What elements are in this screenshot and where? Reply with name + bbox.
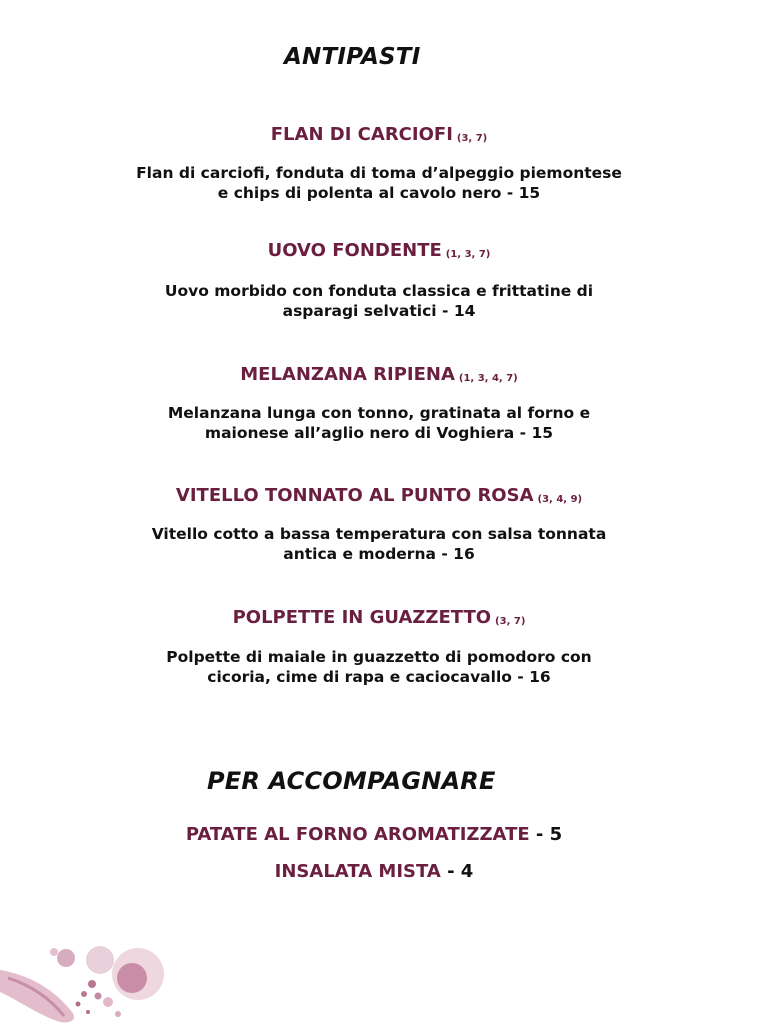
dish-title [0,124,758,145]
dish-allergens: (3, 7) [456,133,488,144]
dish-title [0,607,758,628]
dish-allergens: (1, 3, 4, 7) [458,373,518,384]
dish-description [110,163,648,203]
side-dish-name: INSALATA MISTA [274,861,441,882]
dish-description-line: cicoria, cime di rapa e caciocavallo - 16 [207,668,551,686]
dish-title [0,240,758,261]
dish-name: POLPETTE IN GUAZZETTO [232,607,492,628]
dish-description [110,281,648,321]
dish-name: MELANZANA RIPIENA [240,364,455,385]
dish-allergens: (3, 7) [495,616,526,627]
dish-description-line: Flan di carciofi, fonduta di toma d’alpeggio piemontese [136,164,622,182]
dish-description [110,647,648,687]
dish-description-line: Uovo morbido con fonduta classica e frittatine di [164,282,594,300]
dish-description [110,524,648,564]
dish-allergens: (1, 3, 7) [445,249,491,260]
section-title-accompagnare: PER ACCOMPAGNARE [207,767,496,795]
side-dish [0,824,748,845]
dish-title [0,485,758,506]
dish-description-line: Melanzana lunga con tonno, gratinata al forno e [167,404,591,422]
dish-description-line: asparagi selvatici - 14 [282,302,476,320]
side-dish-price: - 5 [529,824,563,845]
dish-description-line: e chips di polenta al cavolo nero - 15 [217,184,541,202]
dish-title [0,364,758,385]
dish-description-line: antica e moderna - 16 [283,545,475,563]
dish-description-line: Vitello cotto a bassa temperatura con salsa tonnata [151,525,607,543]
dish-name: FLAN DI CARCIOFI [270,124,453,145]
dish-description-line: Polpette di maiale in guazzetto di pomodoro con [166,648,592,666]
side-dish [0,861,748,882]
dish-name: VITELLO TONNATO AL PUNTO ROSA [175,485,534,506]
dish-allergens: (3, 4, 9) [537,494,583,505]
side-dish-price: - 4 [440,861,474,882]
wine-splash-decoration-icon [0,930,180,1024]
section-title-antipasti: ANTIPASTI [284,44,421,70]
dish-name: UOVO FONDENTE [267,240,442,261]
side-dish-name: PATATE AL FORNO AROMATIZZATE [185,824,530,845]
dish-description-line: maionese all’aglio nero di Voghiera - 15 [204,424,554,442]
dish-description [110,403,648,443]
